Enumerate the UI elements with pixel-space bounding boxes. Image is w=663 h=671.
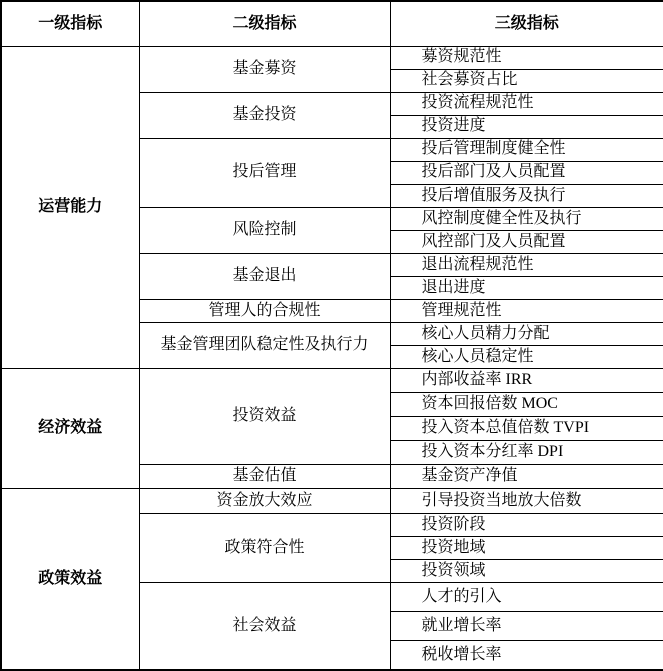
table-row [1,368,663,392]
level2-cell: 投资效益 [139,368,390,464]
level3-cell: 募资规范性 [390,46,663,69]
header-cell-level2: 二级指标 [139,1,390,46]
level3-cell: 投入资本总值倍数 TVPI [390,417,663,441]
level3-cell: 人才的引入 [390,583,663,612]
level3-cell: 资本回报倍数 MOC [390,392,663,416]
level1-cell: 政策效益 [1,489,139,670]
header-cell-level3: 三级指标 [390,1,663,46]
level3-cell: 内部收益率 IRR [390,368,663,392]
level3-cell: 退出流程规范性 [390,253,663,276]
level2-cell: 基金退出 [139,253,390,299]
level2-cell: 风险控制 [139,207,390,253]
level3-cell: 投入资本分红率 DPI [390,441,663,465]
table-row [1,46,663,69]
level2-cell: 基金管理团队稳定性及执行力 [139,322,390,368]
level1-cell: 经济效益 [1,368,139,488]
level3-cell: 就业增长率 [390,612,663,641]
level3-cell: 税收增长率 [390,641,663,670]
level2-cell: 政策符合性 [139,514,390,583]
level3-cell: 风控制度健全性及执行 [390,207,663,230]
level3-cell: 投资地域 [390,537,663,560]
level3-cell: 基金资产净值 [390,465,663,489]
level3-cell: 投资领域 [390,560,663,583]
header-cell-level1: 一级指标 [1,1,139,46]
level3-cell: 投后部门及人员配置 [390,161,663,184]
level2-cell: 基金投资 [139,92,390,138]
level3-cell: 投资流程规范性 [390,92,663,115]
level3-cell: 核心人员精力分配 [390,322,663,345]
level2-cell: 社会效益 [139,583,390,670]
header-row [1,1,663,46]
table-row [1,489,663,514]
level3-cell: 投资阶段 [390,514,663,537]
level3-cell: 引导投资当地放大倍数 [390,489,663,514]
level3-cell: 核心人员稳定性 [390,345,663,368]
level3-cell: 管理规范性 [390,299,663,322]
level2-cell: 资金放大效应 [139,489,390,514]
level3-cell: 社会募资占比 [390,69,663,92]
level2-cell: 投后管理 [139,138,390,207]
level3-cell: 退出进度 [390,276,663,299]
level2-cell: 管理人的合规性 [139,299,390,322]
level3-cell: 投后管理制度健全性 [390,138,663,161]
level1-cell: 运营能力 [1,46,139,368]
level3-cell: 投资进度 [390,115,663,138]
level3-cell: 投后增值服务及执行 [390,184,663,207]
level2-cell: 基金估值 [139,465,390,489]
level2-cell: 基金募资 [139,46,390,92]
level3-cell: 风控部门及人员配置 [390,230,663,253]
